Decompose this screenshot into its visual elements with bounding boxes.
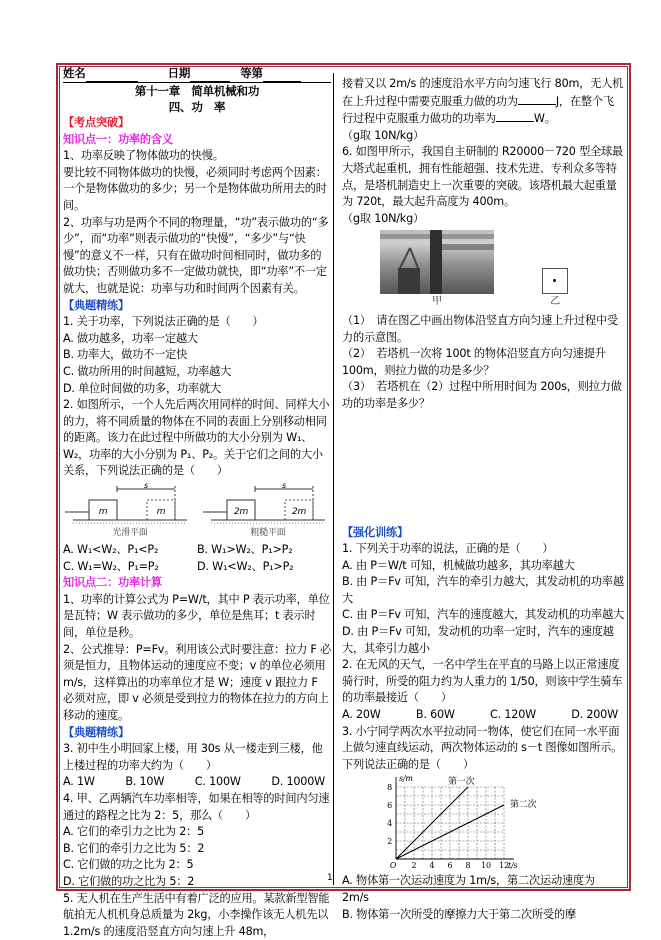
y-tick-label: 4 xyxy=(387,819,392,829)
column-divider xyxy=(333,73,334,885)
x-tick-label: 6 xyxy=(447,861,453,871)
q5-answer-blank-1[interactable] xyxy=(518,93,556,105)
y-tick-label: 6 xyxy=(387,801,392,811)
name-blank[interactable] xyxy=(86,69,138,82)
q5-answer-blank-2[interactable] xyxy=(496,110,534,122)
q3-option-b: B. 10W xyxy=(125,775,165,789)
q1-option-c: C. 做功所用的时间越短，功率越大 xyxy=(63,364,232,378)
y-axis-label: s/m xyxy=(399,774,413,784)
s-t-graph xyxy=(378,773,578,873)
q3-stem: 3. 初中生小明回家上楼，用 30s 从一楼走到三楼，他上楼过程的功率大约为（ ） xyxy=(63,742,323,772)
q4-option-b: B. 它们的牵引力之比为 5：2 xyxy=(63,841,205,855)
left-column xyxy=(63,66,331,940)
dianti-heading-1: 【典题精练】 xyxy=(63,298,129,312)
x-tick-label: 8 xyxy=(465,861,471,871)
s3-stem: 3. 小宁同学两次水平拉动同一物体，使它们在同一水平面上做匀速直线运动，两次物体运动的 s－t 图像如图所示。下列说法正确的是（ ） xyxy=(342,724,623,771)
x-tick-label: 12 xyxy=(499,861,509,871)
q4-option-c: C. 它们做的功之比为 2：5 xyxy=(63,858,194,872)
q2-option-c: C. W₁=W₂、P₁=P₂ xyxy=(63,559,159,573)
y-tick-label: 8 xyxy=(387,783,392,793)
k1-paragraph-1: 1、功率反映了物体做功的快慢。 xyxy=(63,149,224,163)
right-column xyxy=(342,76,624,923)
chart-tick-labels xyxy=(387,774,517,870)
series-label-1: 第一次 xyxy=(448,777,475,788)
s3-option-a: A. 物体第一次运动速度为 1m/s，第二次运动速度为 2m/s xyxy=(342,874,595,904)
q6-stem: 6. 如图甲所示，我国自主研制的 R20000－720 型全球最大塔式起重机，拥有性能超强、技术先进、专利众多等特点，是塔机制造史上一次重要的突破。该塔机最大起重量为 720t，最大起升高度为 400m。 xyxy=(342,145,624,209)
crane-photo xyxy=(380,230,494,294)
q2-figure xyxy=(63,482,331,540)
date-blank[interactable] xyxy=(190,69,230,82)
series-label-2: 第二次 xyxy=(510,800,537,811)
knowledge-point-1-heading: 知识点一：功率的含义 xyxy=(63,132,173,146)
k2-paragraph-1: 1、功率的计算公式为 P=W/t，其中 P 表示功率，单位是瓦特；W 表示做功的多少，单位是焦耳；t 表示时间，单位是秒。 xyxy=(63,592,330,640)
q2-option-b: B. W₁>W₂、P₁>P₂ xyxy=(197,543,293,557)
x-axis-label: t/s xyxy=(508,861,518,871)
q2-options xyxy=(63,542,331,575)
s1-option-b: B. 由 P＝Fv 可知，汽车的牵引力越大，其发动机的功率越大 xyxy=(342,575,624,605)
x-tick-label: 2 xyxy=(411,861,417,871)
mass-label-end: 2m xyxy=(291,507,307,518)
tower-crane-image xyxy=(380,230,494,294)
chapter-title: 第十一章 简单机械和功 xyxy=(134,84,260,98)
q4-option-d: D. 它们做的功之比为 5：2 xyxy=(63,874,195,888)
q5-g-note: （g取 10N/kg） xyxy=(342,128,424,142)
smooth-surface-diagram xyxy=(63,482,193,540)
q2-stem: 2. 如图所示，一个人先后两次用同样的时间、同样大小的力，将不同质量的物体在不同的表面上分别移动相同的距离。该力在此过程中所做功的大小分别为 W₁、W₂，功率的大小分别为 P₁、P₂。关于它们之间的大小关系，下列说法正确的是（ ） xyxy=(63,398,330,478)
q4-option-a: A. 它们的牵引力之比为 2：5 xyxy=(63,825,205,839)
date-label: 日期 xyxy=(167,66,191,81)
q6-g-note: （g取 10N/kg） xyxy=(342,211,424,225)
object-point xyxy=(553,279,556,282)
kaodian-heading: 【考点突破】 xyxy=(63,116,129,129)
mass-label-start: m xyxy=(98,507,108,518)
page-number: 1 xyxy=(327,873,333,883)
chart-grid xyxy=(396,787,504,859)
q6-sub-question-1: （1） 请在图乙中画出物体沿竖直方向匀速上升过程中受力的示意图。 xyxy=(342,313,619,344)
s2-option-c: C. 120W xyxy=(490,708,536,722)
q6-sub-question-2: （2） 若塔机一次将 100t 的物体沿竖直方向匀速提升 100m，则拉力做的功是多少？ xyxy=(342,347,606,377)
student-info-row xyxy=(63,66,331,83)
q3-option-a: A. 1W xyxy=(63,775,95,789)
y-tick-label: 2 xyxy=(387,837,392,847)
q5-text-a: 接着又以 2m/s 的速度沿水平方向匀速飞行 80m，无人机在上升过程中需要克服重力做的功为 xyxy=(342,77,624,108)
chart-series xyxy=(396,775,537,859)
q1-option-a: A. 做功越多，功率一定越大 xyxy=(63,331,198,345)
rank-blank[interactable] xyxy=(263,69,301,82)
s2-options xyxy=(342,707,624,724)
answer-space xyxy=(342,413,624,525)
figure-jia-caption: 甲 xyxy=(432,296,442,308)
x-tick-label: 4 xyxy=(429,861,435,871)
section-title: 四、功 率 xyxy=(168,100,226,114)
q1-option-d: D. 单位时间做的功多，功率就大 xyxy=(63,381,221,395)
s2-option-b: B. 60W xyxy=(415,708,455,722)
q3-options xyxy=(63,774,331,791)
smooth-caption: 光滑平面 xyxy=(112,528,148,539)
figure-yi-caption: 乙 xyxy=(550,296,560,308)
s1-option-a: A. 由 P＝W/t 可知，机械做功越多，其功率越大 xyxy=(342,558,575,572)
origin-label: O xyxy=(389,861,397,871)
s2-stem: 2. 在无风的天气，一名中学生在平直的马路上以正常速度骑行时，所受的阻力约为人重力的 1/50，则该中学生骑车的功率最接近（ ） xyxy=(342,658,623,705)
s1-option-d: D. 由 P＝Fv 可知，发动机的功率一定时，汽车的速度越大，其牵引力越小 xyxy=(342,625,614,655)
rough-surface-diagram xyxy=(201,482,331,540)
mass-label-end: m xyxy=(156,507,166,518)
q5-stem: 5. 无人机在生产生活中有着广泛的应用。某款新型智能航拍无人机机身总质量为 2kg，小李操作该无人机先以 1.2m/s 的速度沿竖直方向匀速上升 48m， xyxy=(63,891,330,938)
figure-yi xyxy=(542,268,568,311)
q6-sub-question-3: （3） 若塔机在（2）过程中所用时间为 200s，则拉力做功的功率是多少？ xyxy=(342,380,622,410)
q2-option-a: A. W₁<W₂、P₁<P₂ xyxy=(63,543,159,557)
q6-figures xyxy=(380,230,624,311)
s1-option-c: C. 由 P＝Fv 可知，汽车的速度越大，其发动机的功率越大 xyxy=(342,608,624,622)
q5-text-b: 在整个飞行过程中克服重力做功的功率为 xyxy=(342,94,614,126)
s1-stem: 1. 下列关于功率的说法，正确的是（ ） xyxy=(342,542,554,556)
q3-option-d: D. 1000W xyxy=(271,775,325,789)
knowledge-point-2-heading: 知识点二：功率计算 xyxy=(63,576,162,590)
q5-continued xyxy=(342,76,624,128)
rank-label: 等第 xyxy=(240,66,263,81)
figure-jia xyxy=(380,230,494,311)
q5-unit-j: J， xyxy=(555,94,570,108)
q1-stem: 1. 关于功率，下列说法正确的是（ ） xyxy=(63,315,264,329)
force-diagram-box[interactable] xyxy=(542,268,568,294)
k1-paragraph-3: 2、功率与功是两个不同的物理量，“功”表示做功的“多少”，而“功率”则表示做功的“快慢”，“多少”与“快慢”的意义不一样，只有在做功时间相同时，做功多的做功快；否则做功多不一定做功就快，即“功率”不一定就大，也就是说：功率与功和时间两个因素有关。 xyxy=(63,215,329,295)
s2-option-a: A. 20W xyxy=(342,708,381,722)
distance-label: s xyxy=(144,482,148,491)
q4-stem: 4. 甲、乙两辆汽车功率相等，如果在相等的时间内匀速通过的路程之比为 2：5，那么（ ） xyxy=(63,791,330,822)
k2-paragraph-2: 2、公式推导：P=Fv。利用该公式时要注意：拉力 F 必须是恒力，且物体运动的速度应不变；v 的单位必须用 m/s，这样算出的功率单位才是 W；速度 v 跟拉力 F 必须对应，即 v 必须是受到拉力的物体在拉力的方向上移动的速度。 xyxy=(63,642,331,722)
qianghua-heading: 【强化训练】 xyxy=(342,525,408,539)
distance-label: s xyxy=(282,482,286,491)
rough-caption: 粗糙平面 xyxy=(250,528,286,539)
s3-option-b: B. 物体第一次所受的摩擦力大于第二次所受的摩 xyxy=(342,907,576,921)
x-tick-label: 10 xyxy=(481,861,491,871)
mass-label-start: 2m xyxy=(233,507,249,518)
name-label: 姓名 xyxy=(63,66,86,81)
k1-paragraph-2: 要比较不同物体做功的快慢，必须同时考虑两个因素：一个是物体做功的多少；另一个是物体做功所用去的时间。 xyxy=(63,165,327,212)
q2-option-d: D. W₁<W₂、P₁>P₂ xyxy=(197,559,294,573)
q5-unit-w: W。 xyxy=(533,112,556,126)
q3-option-c: C. 100W xyxy=(194,775,241,789)
s2-option-d: D. 200W xyxy=(571,708,618,722)
dianti-heading-2: 【典题精练】 xyxy=(63,725,129,739)
q1-option-b: B. 功率大，做功不一定快 xyxy=(63,348,188,362)
